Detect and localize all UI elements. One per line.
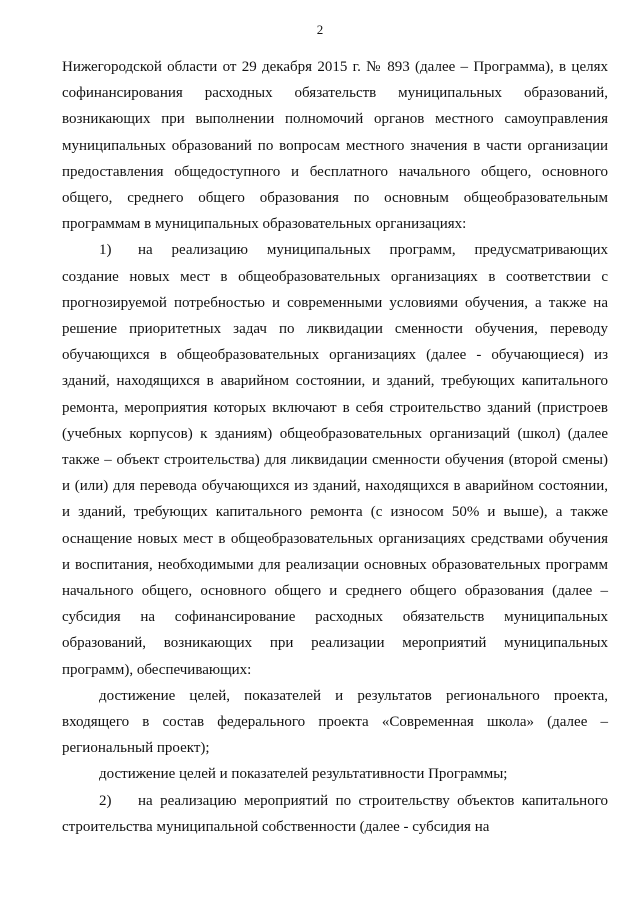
list-item-1-text: на реализацию муниципальных программ, предусматривающих создание новых мест в общеобразовательных организациях в соответствии с прогнозируемой потребностью и современными условиями обучения, а также на решение приоритетных задач по ликвидации сменности обучения, переводу обучающихся в общеобразовательных организациях (далее - обучающиеся) из зданий, находящихся в аварийном состоянии, и зданий, требующих капитального ремонта, мероприятия которых включают в себя строительство зданий (пристроев (учебных корпусов) к зданиям) общеобразовательных организаций (школ) (далее также – объект строительства) для ликвидации сменности обучения (второй смены) и (или) для перевода обучающихся из зданий, находящихся в аварийном состоянии, и зданий, требующих капитального ремонта (с износом 50% и выше), а также оснащение новых мест в общеобразовательных организациях средствами обучения и воспитания, необходимыми для реализации основных образовательных программ начального общего, основного общего и среднего общего образования (далее – субсидия на софинансирование расходных обязательств муниципальных образований, возникающих при реализации мероприятий муниципальных программ), обеспечивающих: — [62, 242, 608, 678]
list-item-2 — [62, 788, 608, 840]
document-body — [62, 54, 608, 840]
list-item-2-number: 2) — [99, 792, 112, 809]
paragraph-intro: Нижегородской области от 29 декабря 2015 г. № 893 (далее – Программа), в целях софинансирования расходных обязательств муниципальных образований, возникающих при выполнении полномочий органов местного самоуправления муниципальных образований по вопросам местного значения в части организации предоставления общедоступного и бесплатного начального общего, основного общего, среднего общего образования по основным общеобразовательным программам в муниципальных образовательных организациях: — [62, 59, 608, 233]
paragraph-program-goals: достижение целей и показателей результативности Программы; — [99, 766, 508, 783]
list-item-1 — [62, 237, 608, 682]
paragraph-regional-project: достижение целей, показателей и результатов регионального проекта, входящего в состав федерального проекта «Современная школа» (далее – региональный проект); — [62, 687, 608, 757]
page-number: 2 — [316, 22, 324, 37]
list-item-1-number: 1) — [99, 242, 112, 259]
list-item-2-text: на реализацию мероприятий по строительству объектов капитального строительства муниципальной собственности (далее - субсидия на — [62, 792, 608, 835]
